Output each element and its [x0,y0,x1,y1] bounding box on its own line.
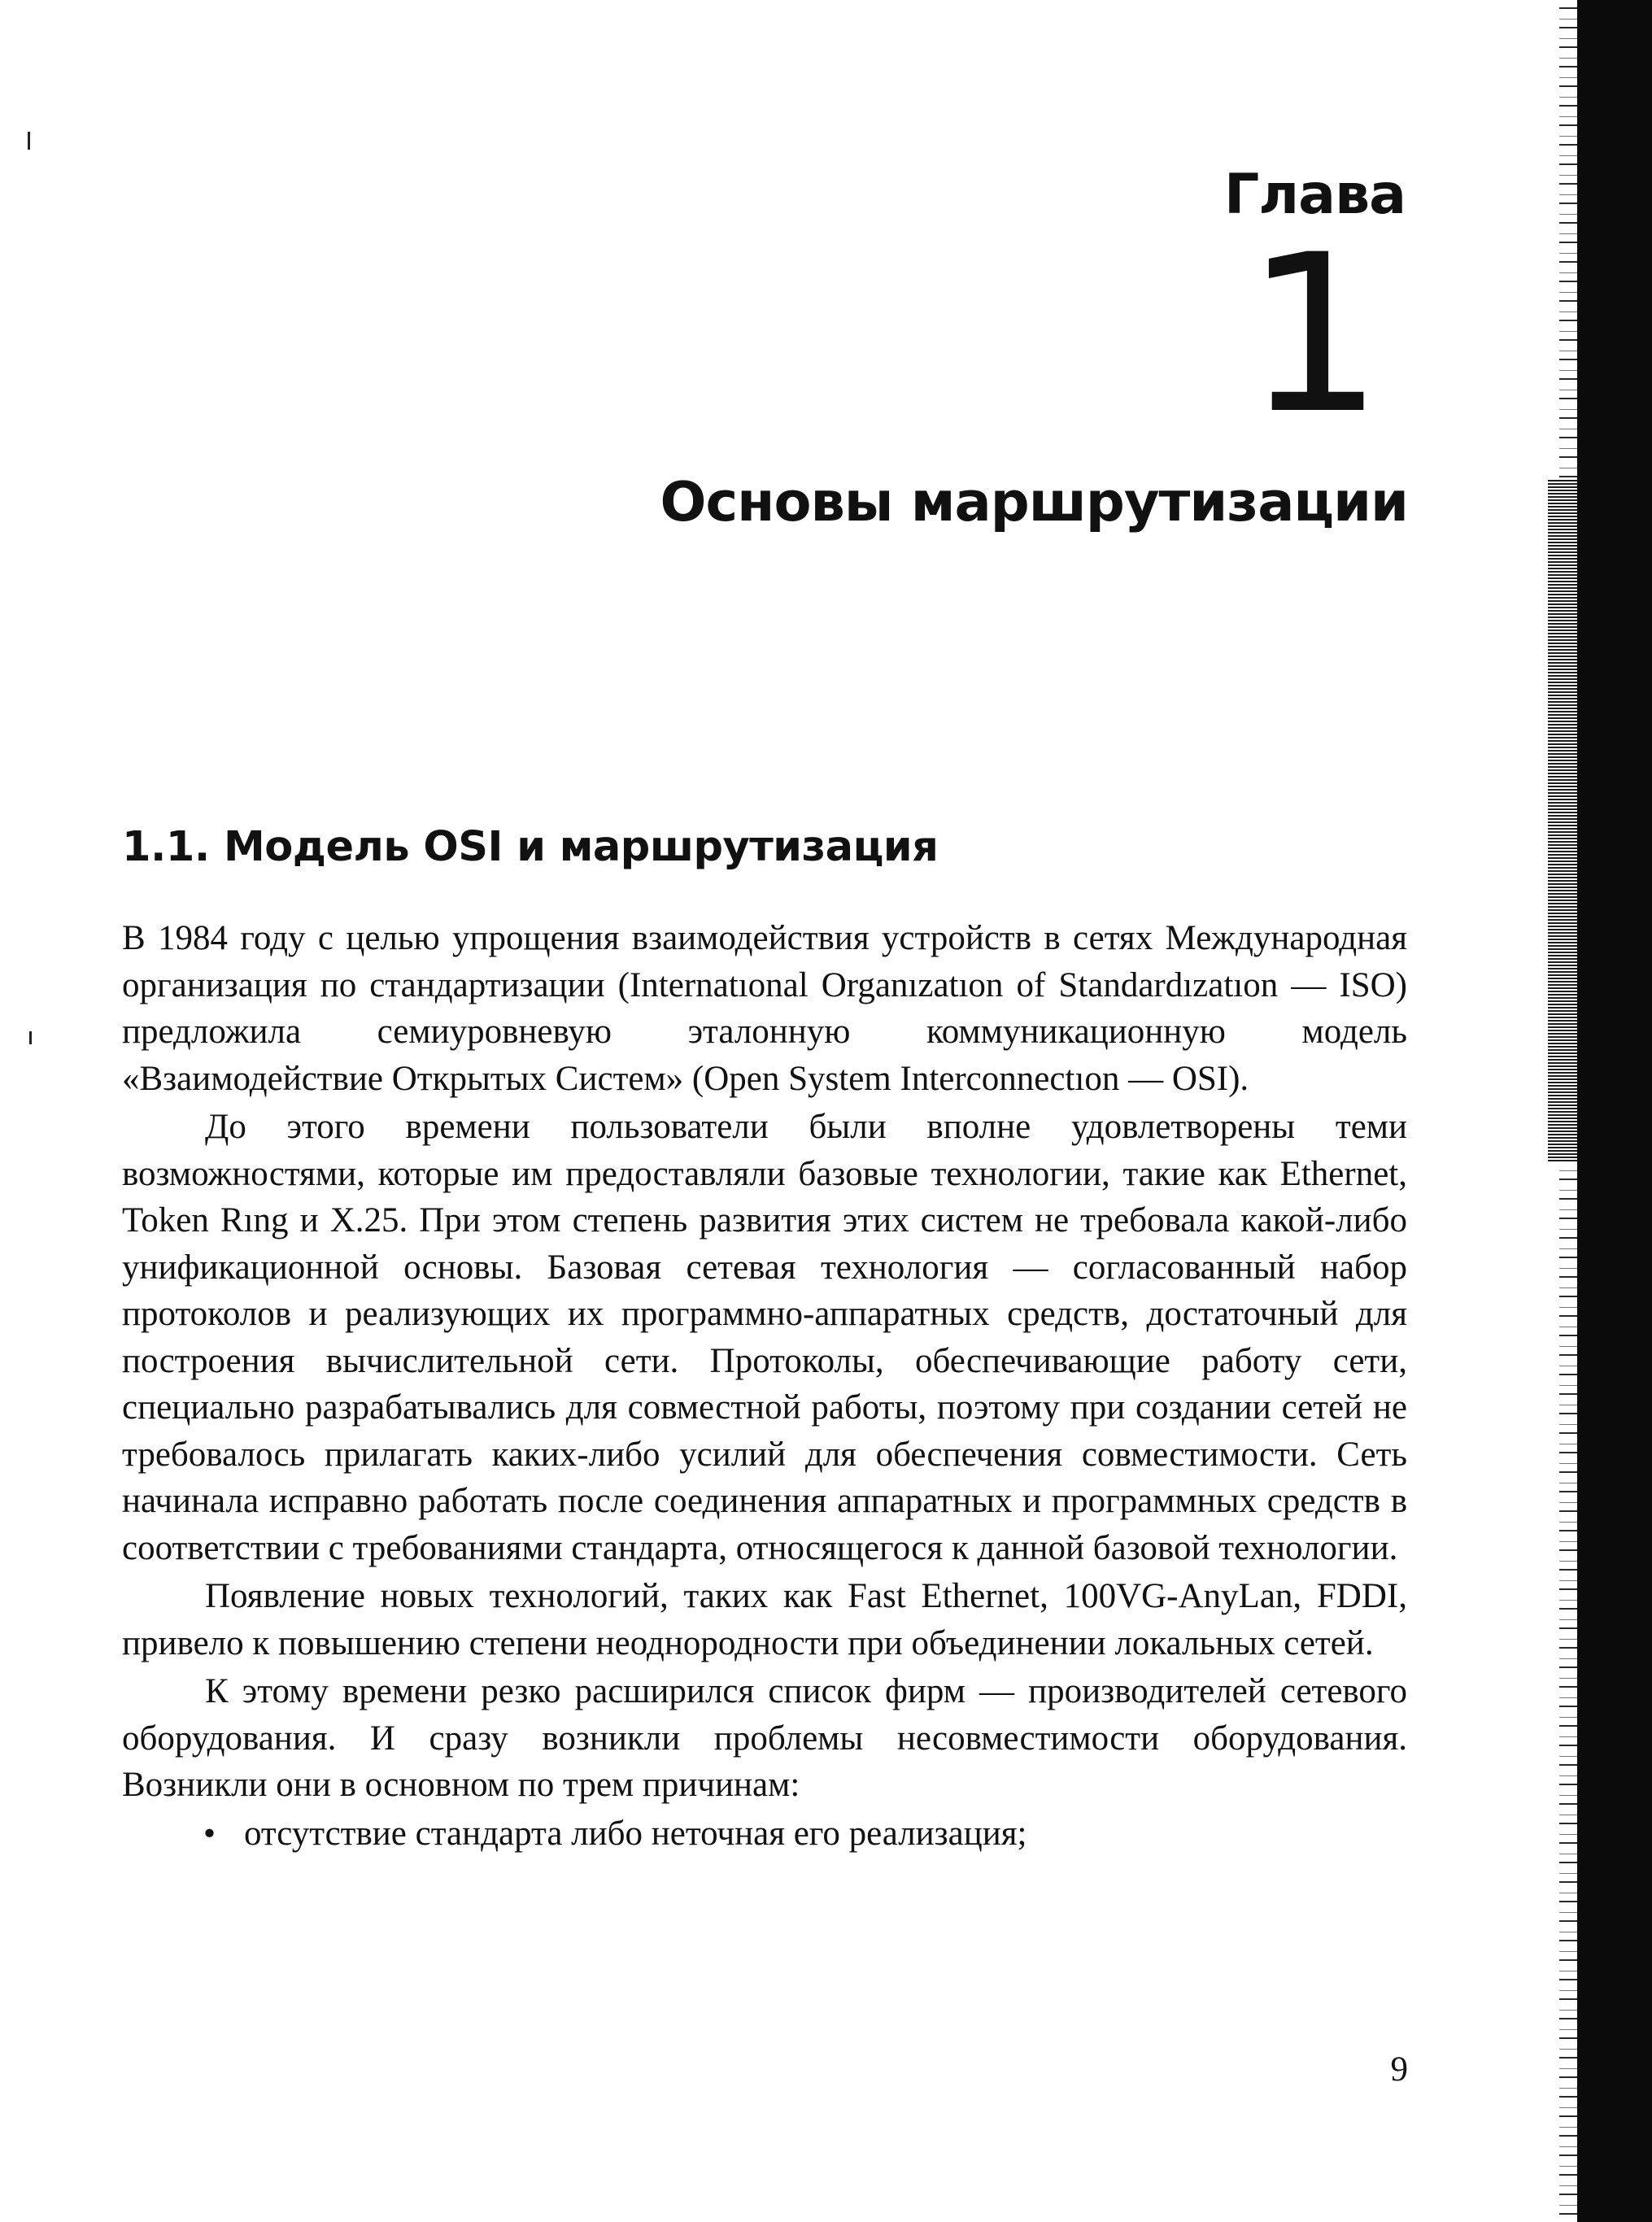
chapter-title: Основы маршрутизации [660,470,1408,534]
section-title: 1.1. Модель OSI и маршрутизация [122,823,939,871]
scan-speck [29,1031,32,1044]
body-text [122,915,1407,1857]
paragraph: К этому времени резко расширился список фирм — производителей сетевого оборудования. И сразу возникли проблемы несовместимости оборудования. Возникли они в основном по трем причинам: [122,1672,1407,1804]
chapter-label: Глава [1224,163,1406,227]
chapter-number: 1 [1244,208,1384,462]
scan-binding-edge [1577,0,1652,2222]
paragraph: До этого времени пользователи были вполне удовлетворены теми возможностями, которые им предоставляли базовые технологии, такие как Ethernet, Token Rıng и X.25. При этом степень развития этих систем не требовала какой-либо унификационной основы. Базовая сетевая технология — согласованный набор протоколов и реализующих их программно-аппаратных средств, достаточный для построения вычислительной сети. Протоколы, обеспечивающие работу сети, специально разрабатывались для совместной работы, поэтому при создании сетей не требовалось прилагать каких-либо усилий для обеспечения совместимости. Сеть начинала исправно работать после соединения аппаратных и программных средств в соответствии с требованиями стандарта, относящегося к данной базовой технологии. [122,1108,1407,1567]
paragraph: В 1984 году с целью упрощения взаимодействия устройств в сетях Международная организация по стандартизации (Internatıonal Organızatıon of Standardızatıon — ISO) предложила семиуровневую эталонную коммуникационную модель «Взаимодействие Открытых Систем» (Open System Interconnectıon — OSI). [122,919,1407,1098]
paragraph: Появление новых технологий, таких как Fast Ethernet, 100VG-AnyLan, FDDI, привело к повышению степени неоднородности при объединении локальных сетей. [122,1577,1407,1662]
bullet-list [122,1810,1407,1858]
bullet-item: • отсутствие стандарта либо неточная его реализация; [203,1810,1407,1858]
scan-speck [28,132,30,150]
page-number: 9 [1390,2050,1408,2089]
scan-edge-band [1548,480,1577,1163]
